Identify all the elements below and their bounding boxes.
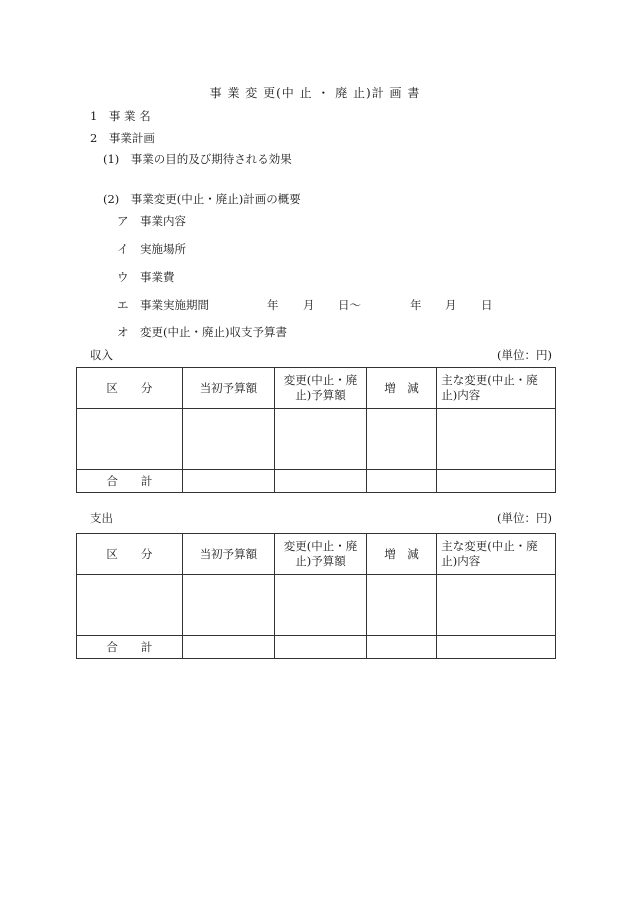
item-content: ア 事業内容 <box>117 214 186 228</box>
total-changed-budget[interactable] <box>275 470 367 493</box>
period-day-from: 日～ <box>338 298 361 312</box>
total-initial-budget[interactable] <box>182 636 275 659</box>
period-year-end: 年 <box>410 298 422 312</box>
subsection-overview: (2) 事業変更(中止・廃止)計画の概要 <box>103 192 301 206</box>
table-header-row <box>77 534 556 575</box>
cell-changed-budget[interactable] <box>275 575 367 636</box>
table-header-row <box>77 368 556 409</box>
expense-unit: (単位：円) <box>497 511 552 525</box>
header-change: 増 減 <box>366 534 436 575</box>
period-year: 年 <box>267 298 279 312</box>
item-budget: オ 変更(中止・廃止)収支予算書 <box>117 325 287 339</box>
total-label: 合 計 <box>77 470 183 493</box>
subsection-purpose: (1) 事業の目的及び期待される効果 <box>103 152 292 166</box>
cell-change-details[interactable] <box>437 575 556 636</box>
period-month: 月 <box>303 298 315 312</box>
period-month-end: 月 <box>445 298 457 312</box>
income-unit: (単位：円) <box>497 348 552 362</box>
income-label: 収入 <box>90 348 113 362</box>
total-changed-budget[interactable] <box>275 636 367 659</box>
cell-initial-budget[interactable] <box>182 575 275 636</box>
header-changed-budget: 変更(中止・廃止)予算額 <box>275 368 367 409</box>
cell-change-details[interactable] <box>437 409 556 470</box>
table-row <box>77 575 556 636</box>
table-total-row <box>77 470 556 493</box>
section-business-plan: 2 事業計画 <box>90 131 155 145</box>
item-location: イ 実施場所 <box>117 242 186 256</box>
item-period: エ 事業実施期間 <box>117 298 209 312</box>
cell-change[interactable] <box>366 409 436 470</box>
header-changed-budget: 変更(中止・廃止)予算額 <box>275 534 367 575</box>
document-title: 事 業 変 更(中 止 ・ 廃 止)計 画 書 <box>209 86 421 100</box>
total-initial-budget[interactable] <box>182 470 275 493</box>
total-change-details[interactable] <box>437 470 556 493</box>
table-total-row <box>77 636 556 659</box>
table-row <box>77 409 556 470</box>
item-cost: ウ 事業費 <box>117 270 175 284</box>
header-change-details: 主な変更(中止・廃止)内容 <box>437 368 556 409</box>
expense-table <box>76 533 556 659</box>
header-initial-budget: 当初予算額 <box>182 534 275 575</box>
period-day-end: 日 <box>481 298 493 312</box>
header-change-details: 主な変更(中止・廃止)内容 <box>437 534 556 575</box>
total-change-details[interactable] <box>437 636 556 659</box>
total-label: 合 計 <box>77 636 183 659</box>
cell-category[interactable] <box>77 575 183 636</box>
header-change: 増 減 <box>366 368 436 409</box>
cell-category[interactable] <box>77 409 183 470</box>
income-table <box>76 367 556 493</box>
cell-initial-budget[interactable] <box>182 409 275 470</box>
header-initial-budget: 当初予算額 <box>182 368 275 409</box>
cell-change[interactable] <box>366 575 436 636</box>
expense-label: 支出 <box>90 511 113 525</box>
header-category: 区 分 <box>77 534 183 575</box>
section-business-name: 1 事 業 名 <box>90 109 151 123</box>
header-category: 区 分 <box>77 368 183 409</box>
cell-changed-budget[interactable] <box>275 409 367 470</box>
total-change[interactable] <box>366 636 436 659</box>
total-change[interactable] <box>366 470 436 493</box>
